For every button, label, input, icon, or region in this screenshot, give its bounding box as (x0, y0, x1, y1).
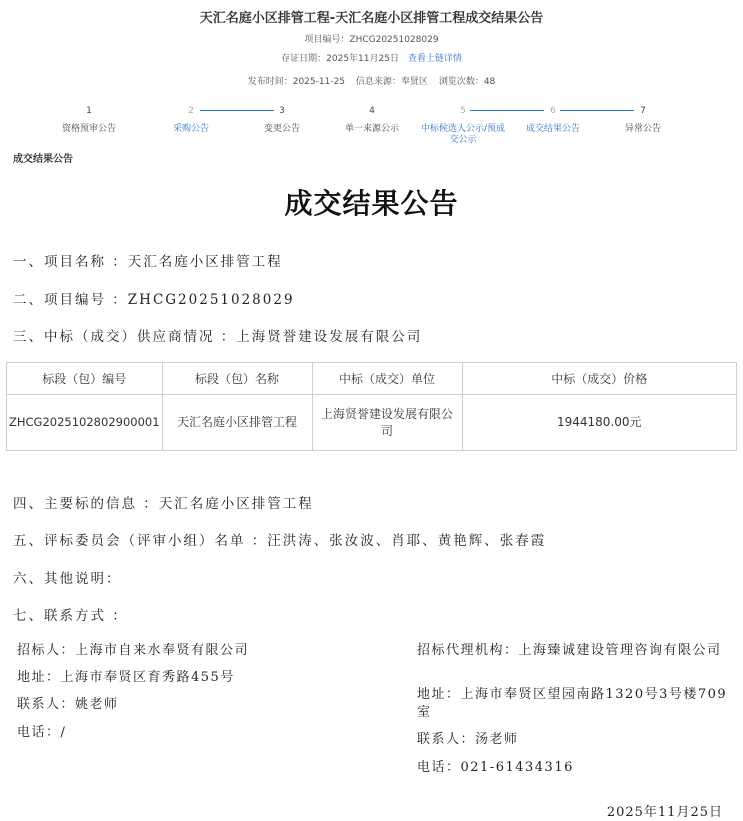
step-7[interactable] (598, 104, 688, 135)
step-2[interactable] (146, 104, 236, 135)
agency: 招标代理机构：上海臻诚建设管理咨询有限公司 (417, 643, 722, 658)
step-5[interactable] (418, 104, 508, 146)
cell-winner: 上海贤誉建设发展有限公司 (312, 395, 462, 451)
item-committee: 五、评标委员会（评审小组）名单 ：汪洪涛、张汝波、肖耶、黄艳辉、张春霞 (13, 533, 547, 549)
agency-phone: 电话：021-61434316 (417, 760, 574, 775)
step-1[interactable] (44, 104, 134, 135)
agency-contact-person: 联系人：汤老师 (417, 732, 519, 747)
process-steps (0, 104, 743, 154)
step-number: 1 (86, 106, 92, 116)
tenderer-phone: 电话：/ (17, 725, 67, 740)
step-number: 4 (369, 106, 375, 116)
agency-address: 地址：上海市奉贤区望园南路1320号3号楼709室 (417, 687, 728, 720)
col-header-lot-name: 标段（包）名称 (162, 363, 312, 395)
tenderer-address: 地址：上海市奉贤区育秀路455号 (17, 670, 235, 685)
step-label: 中标候选人公示/预成交公示 (420, 124, 506, 145)
view-count: 浏览次数：48 (438, 77, 496, 87)
table-row (7, 395, 737, 451)
item-main-subject: 四、主要标的信息 ：天汇名庭小区排管工程 (13, 496, 314, 512)
tenderer: 招标人：上海市自来水奉贤有限公司 (17, 643, 250, 658)
item-project-number: 二、项目编号 ：ZHCG20251028029 (13, 292, 295, 308)
deposit-date: 存证日期：2025年11月25日 (281, 54, 399, 64)
item-other: 六、其他说明： (13, 571, 122, 587)
step-label: 异常公告 (624, 124, 661, 134)
step-number: 3 (279, 106, 285, 116)
document-title: 成交结果公告 (284, 187, 459, 220)
step-number: 6 (550, 106, 556, 116)
step-number: 7 (640, 106, 646, 116)
info-source: 信息来源：奉贤区 (355, 77, 428, 87)
project-number: 项目编号：ZHCG20251028029 (304, 35, 439, 45)
step-4[interactable] (327, 104, 417, 135)
item-supplier: 三、中标（成交）供应商情况 ：上海贤誉建设发展有限公司 (13, 329, 423, 345)
step-number: 5 (460, 106, 466, 116)
publish-time: 发布时间：2025-11-25 (247, 77, 346, 87)
result-table (6, 362, 737, 451)
cell-price: 1944180.00元 (462, 395, 736, 451)
chain-detail-link[interactable]: 查看上链详情 (407, 54, 462, 64)
cell-lot-name: 天汇名庭小区排管工程 (162, 395, 312, 451)
page-title: 天汇名庭小区排管工程-天汇名庭小区排管工程成交结果公告 (199, 11, 544, 26)
item-project-name: 一、项目名称 ：天汇名庭小区排管工程 (13, 254, 283, 270)
step-number: 2 (188, 106, 194, 116)
tenderer-contact-person: 联系人：姚老师 (17, 697, 119, 712)
step-3[interactable] (237, 104, 327, 135)
section-label: 成交结果公告 (13, 154, 73, 165)
item-contact: 七、联系方式 ： (13, 608, 128, 624)
publish-info (0, 74, 743, 87)
col-header-price: 中标（成交）价格 (462, 363, 736, 395)
step-label: 变更公告 (263, 124, 300, 134)
step-label: 资格预审公告 (61, 124, 116, 134)
step-label: 成交结果公告 (525, 124, 580, 134)
table-header-row (7, 363, 737, 395)
cell-lot-number: ZHCG2025102802900001 (7, 395, 163, 451)
deposit-line (0, 51, 743, 64)
step-label: 采购公告 (172, 124, 209, 134)
step-label: 单一来源公示 (344, 124, 399, 134)
col-header-winner: 中标（成交）单位 (312, 363, 462, 395)
step-6[interactable] (508, 104, 598, 135)
signature-date: 2025年11月25日 (606, 805, 723, 820)
col-header-lot-number: 标段（包）编号 (7, 363, 163, 395)
